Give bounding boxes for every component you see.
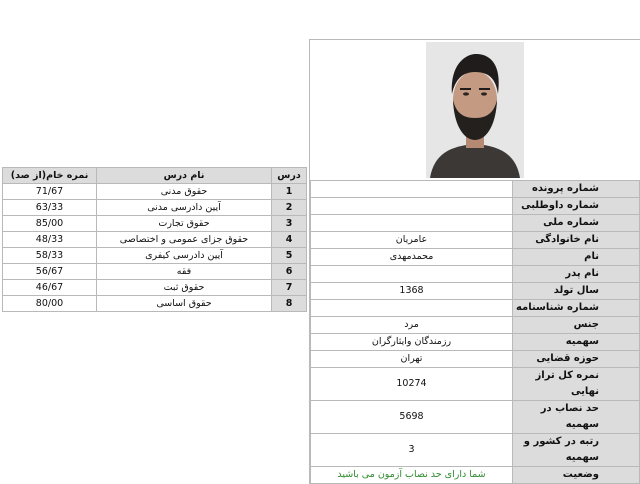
applicant-profile-panel bbox=[309, 39, 640, 484]
course-grades-table bbox=[2, 167, 307, 312]
grade-num: 7 bbox=[272, 280, 307, 296]
grade-score: 85/00 bbox=[3, 216, 97, 232]
grade-row bbox=[3, 232, 307, 248]
info-value bbox=[311, 300, 513, 317]
info-value bbox=[311, 181, 513, 198]
info-value: مرد bbox=[311, 317, 513, 334]
info-row bbox=[311, 368, 640, 401]
grade-num: 6 bbox=[272, 264, 307, 280]
info-row bbox=[311, 181, 640, 198]
grade-score: 58/33 bbox=[3, 248, 97, 264]
info-label: نام خانوادگی bbox=[513, 232, 640, 249]
grade-row bbox=[3, 216, 307, 232]
grade-course: فقه bbox=[97, 264, 272, 280]
info-value: 1368 bbox=[311, 283, 513, 300]
grade-score: 63/33 bbox=[3, 200, 97, 216]
info-label: سهمیه bbox=[513, 334, 640, 351]
info-label: جنس bbox=[513, 317, 640, 334]
header-score: نمره خام(از صد) bbox=[3, 168, 97, 184]
grade-num: 3 bbox=[272, 216, 307, 232]
info-value: محمدمهدی bbox=[311, 249, 513, 266]
info-label: شماره ملی bbox=[513, 215, 640, 232]
info-value: عامریان bbox=[311, 232, 513, 249]
info-label: حد نصاب در سهمیه bbox=[513, 401, 640, 434]
grade-course: حقوق تجارت bbox=[97, 216, 272, 232]
info-row bbox=[311, 215, 640, 232]
grade-num: 8 bbox=[272, 296, 307, 312]
info-value: 5698 bbox=[311, 401, 513, 434]
grade-score: 71/67 bbox=[3, 184, 97, 200]
info-row bbox=[311, 334, 640, 351]
info-row bbox=[311, 434, 640, 467]
grade-num: 2 bbox=[272, 200, 307, 216]
grade-row bbox=[3, 248, 307, 264]
info-label: وضعیت bbox=[513, 467, 640, 484]
info-label: نام پدر bbox=[513, 266, 640, 283]
info-row bbox=[311, 317, 640, 334]
info-value: رزمندگان وایثارگران bbox=[311, 334, 513, 351]
info-value: تهران bbox=[311, 351, 513, 368]
grade-course: آیین دادرسی مدنی bbox=[97, 200, 272, 216]
info-value: 3 bbox=[311, 434, 513, 467]
info-row bbox=[311, 351, 640, 368]
grade-score: 56/67 bbox=[3, 264, 97, 280]
grade-num: 5 bbox=[272, 248, 307, 264]
header-num: درس bbox=[272, 168, 307, 184]
info-value: 10274 bbox=[311, 368, 513, 401]
info-row bbox=[311, 249, 640, 266]
grade-row bbox=[3, 200, 307, 216]
grade-row bbox=[3, 280, 307, 296]
header-course: نام درس bbox=[97, 168, 272, 184]
grade-score: 48/33 bbox=[3, 232, 97, 248]
info-label: نام bbox=[513, 249, 640, 266]
info-label: سال تولد bbox=[513, 283, 640, 300]
info-row bbox=[311, 266, 640, 283]
grade-course: حقوق اساسی bbox=[97, 296, 272, 312]
grade-course: حقوق ثبت bbox=[97, 280, 272, 296]
applicant-info-table bbox=[310, 181, 640, 484]
grade-num: 4 bbox=[272, 232, 307, 248]
info-row bbox=[311, 401, 640, 434]
grades-header-row bbox=[3, 168, 307, 184]
info-row bbox=[311, 467, 640, 484]
grade-row bbox=[3, 296, 307, 312]
info-value bbox=[311, 198, 513, 215]
info-label: رتبه در کشور و سهمیه bbox=[513, 434, 640, 467]
info-label: شماره پرونده bbox=[513, 181, 640, 198]
applicant-photo bbox=[426, 42, 524, 178]
info-label: حوزه قضایی bbox=[513, 351, 640, 368]
info-value bbox=[311, 215, 513, 232]
info-label: شماره داوطلبی bbox=[513, 198, 640, 215]
info-label: نمره کل تراز نهایی bbox=[513, 368, 640, 401]
photo-area bbox=[310, 40, 640, 181]
info-row bbox=[311, 232, 640, 249]
info-row bbox=[311, 300, 640, 317]
info-row bbox=[311, 283, 640, 300]
grade-course: حقوق مدنی bbox=[97, 184, 272, 200]
grade-num: 1 bbox=[272, 184, 307, 200]
grade-score: 80/00 bbox=[3, 296, 97, 312]
grade-score: 46/67 bbox=[3, 280, 97, 296]
info-row bbox=[311, 198, 640, 215]
grade-row bbox=[3, 184, 307, 200]
grade-course: آیین دادرسی کیفری bbox=[97, 248, 272, 264]
grade-course: حقوق جزای عمومی و اختصاصی bbox=[97, 232, 272, 248]
info-label: شماره شناسنامه bbox=[513, 300, 640, 317]
grade-row bbox=[3, 264, 307, 280]
info-value bbox=[311, 266, 513, 283]
info-value: شما دارای حد نصاب آزمون می باشید bbox=[311, 467, 513, 484]
